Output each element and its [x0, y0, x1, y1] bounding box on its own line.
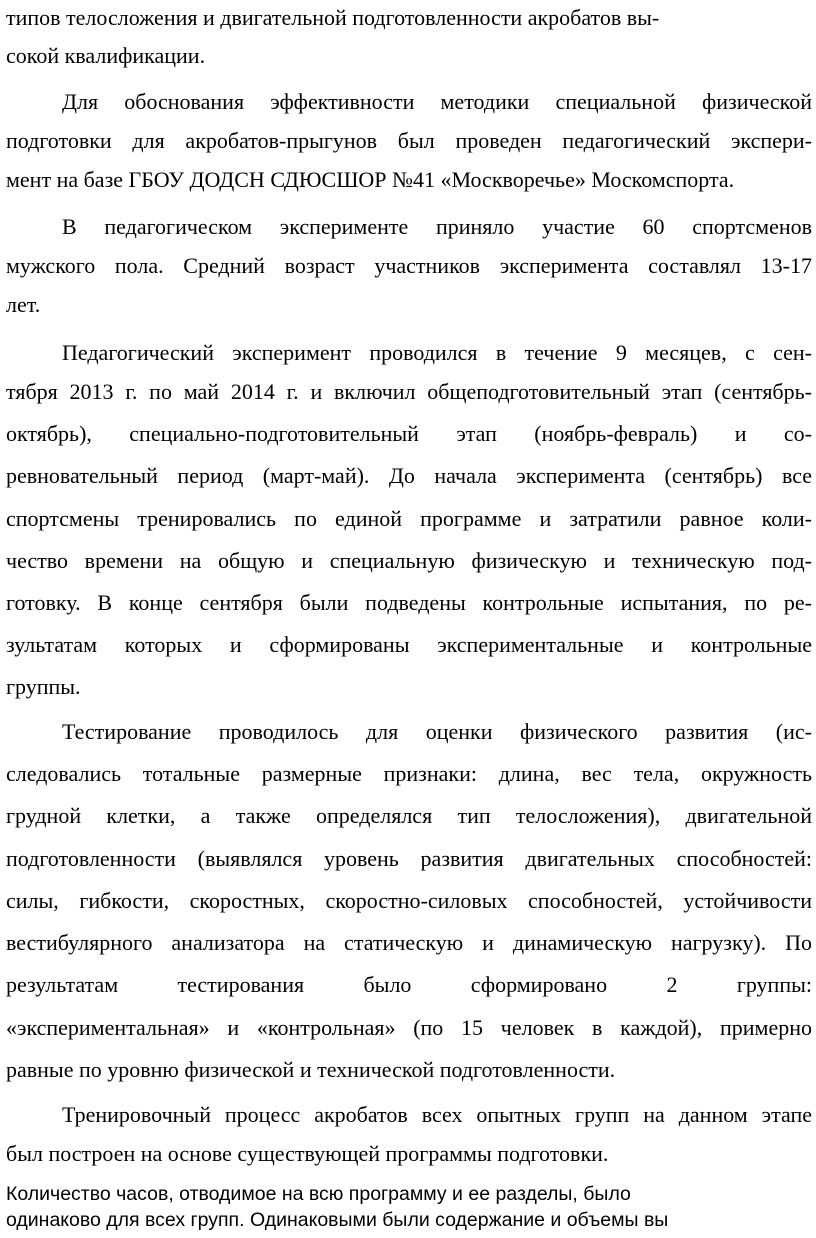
text-line-12: ревновательный период (март-май). До начала эксперимента (сентябрь) все	[6, 463, 812, 488]
text-line-4: подготовки для акробатов-прыгунов был проведен педагогический экспери-	[6, 128, 812, 153]
text-line-13: спортсмены тренировались по единой программе и затратили равное коли-	[6, 506, 812, 531]
text-line-18: Тестирование проводилось для оценки физического развития (ис-	[62, 719, 812, 744]
text-line-19: следовались тотальные размерные признаки: длина, вес тела, окружность	[6, 761, 812, 786]
text-line-30: одинаково для всех групп. Одинаковыми были содержание и объемы вы	[6, 1209, 669, 1231]
text-line-26: равные по уровню физической и технической подготовленности.	[6, 1057, 616, 1082]
text-line-28: был построен на основе существующей программы подготовки.	[6, 1141, 609, 1166]
text-line-20: грудной клетки, а также определялся тип телосложения), двигательной	[6, 803, 812, 828]
text-line-22: силы, гибкости, скоростных, скоростно-силовых способностей, устойчивости	[6, 888, 812, 913]
text-line-9: Педагогический эксперимент проводился в течение 9 месяцев, с сен-	[62, 340, 812, 365]
text-line-7: мужского пола. Средний возраст участников эксперимента составлял 13-17	[6, 253, 812, 278]
text-line-6: В педагогическом эксперименте приняло участие 60 спортсменов	[62, 214, 812, 239]
text-line-5: мент на базе ГБОУ ДОДСН СДЮСШОР №41 «Москворечье» Москомспорта.	[6, 167, 735, 192]
text-line-24: результатам тестирования было сформировано 2 группы:	[6, 972, 812, 997]
text-line-14: чество времени на общую и специальную физическую и техническую под-	[6, 548, 812, 573]
text-line-1: типов телосложения и двигательной подготовленности акробатов вы-	[6, 5, 660, 30]
text-line-2: сокой квалификации.	[6, 43, 206, 68]
text-line-21: подготовленности (выявлялся уровень развития двигательных способностей:	[6, 846, 812, 871]
text-line-10: тября 2013 г. по май 2014 г. и включил общеподготовительный этап (сентябрь-	[6, 379, 812, 404]
text-line-15: готовку. В конце сентября были подведены контрольные испытания, по ре-	[6, 590, 812, 615]
text-line-29: Количество часов, отводимое на всю программу и ее разделы, было	[6, 1183, 631, 1205]
document-page	[6, 0, 812, 1238]
text-line-27: Тренировочный процесс акробатов всех опытных групп на данном этапе	[62, 1102, 812, 1127]
text-line-8: лет.	[6, 292, 41, 317]
text-line-16: зультатам которых и сформированы экспериментальные и контрольные	[6, 632, 812, 657]
text-line-17: группы.	[6, 674, 81, 699]
text-line-11: октябрь), специально-подготовительный этап (ноябрь-февраль) и со-	[6, 421, 812, 446]
text-line-25: «экспериментальная» и «контрольная» (по 15 человек в каждой), примерно	[6, 1015, 812, 1040]
text-line-3: Для обоснования эффективности методики специальной физической	[62, 89, 812, 114]
text-line-23: вестибулярного анализатора на статическую и динамическую нагрузку). По	[6, 930, 812, 955]
